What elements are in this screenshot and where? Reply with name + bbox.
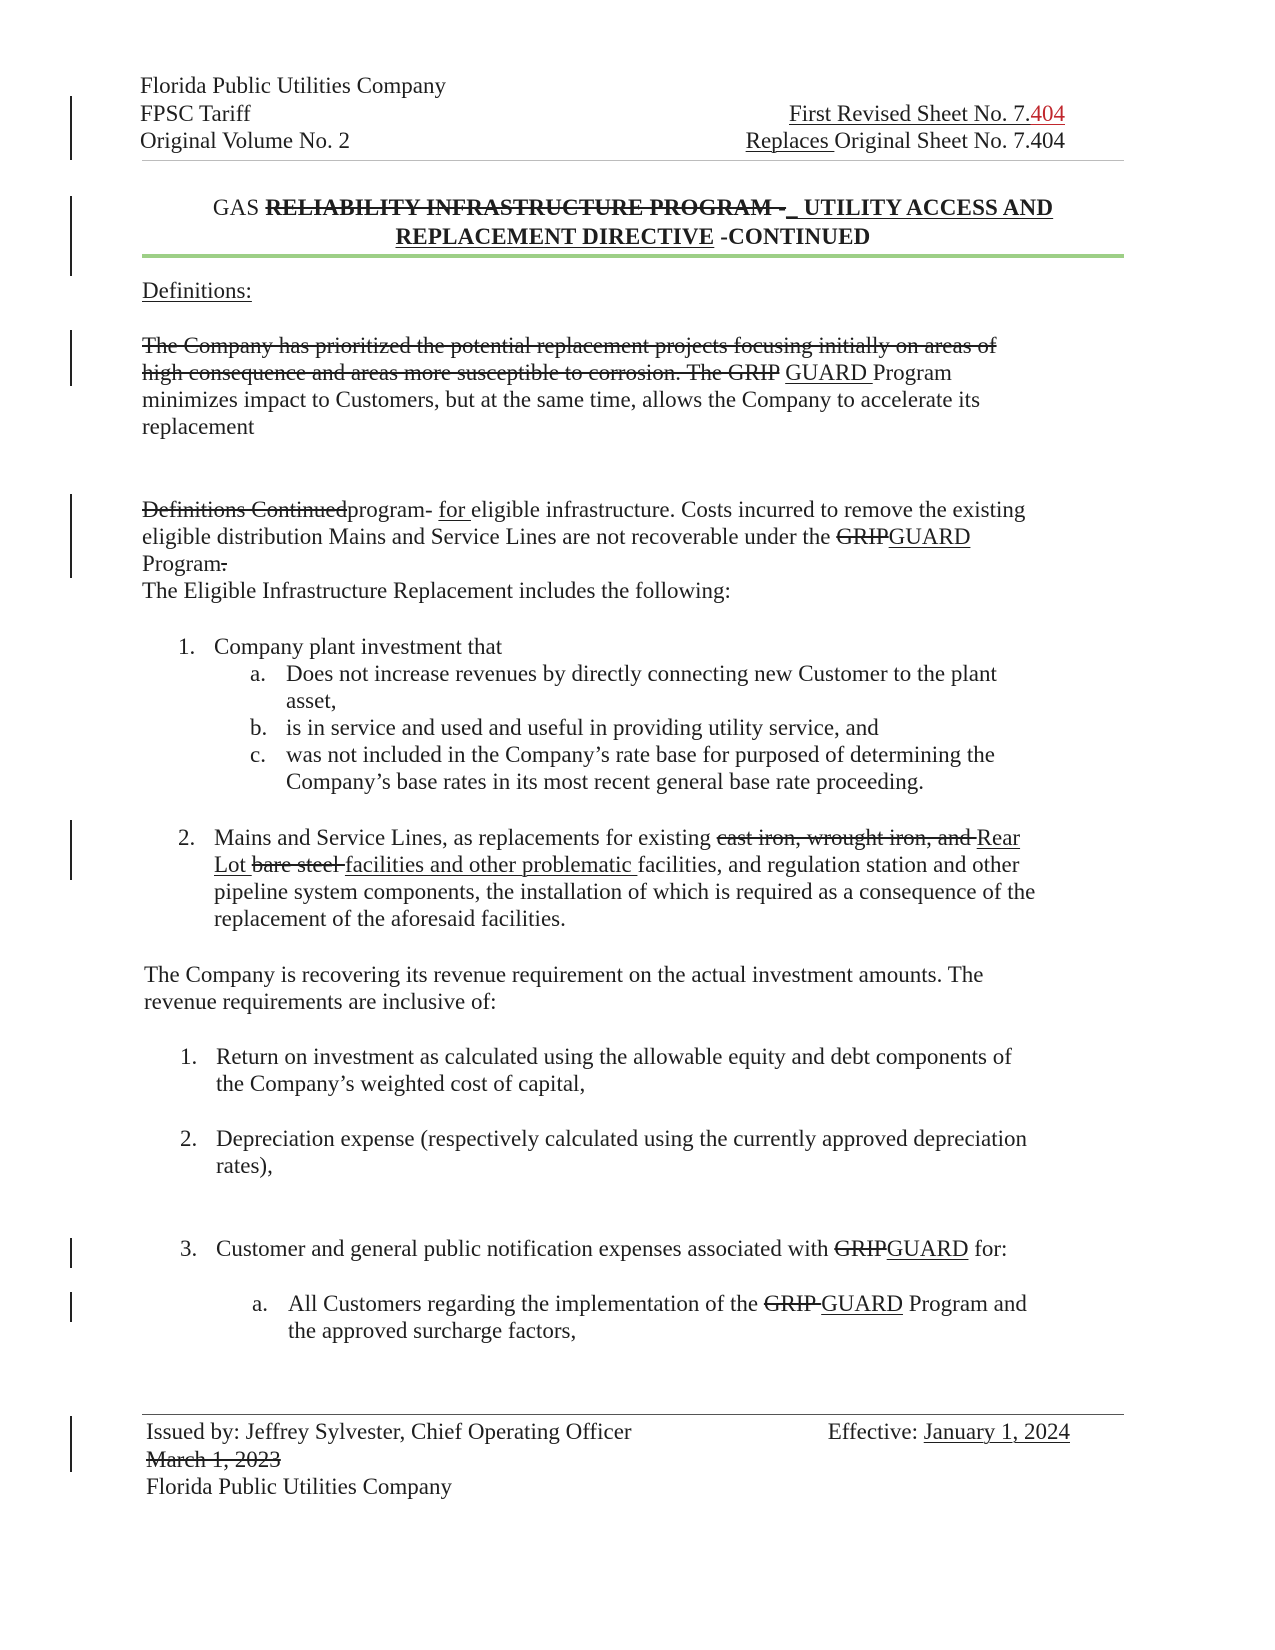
list1-marker-c: c. bbox=[250, 742, 266, 767]
section-title-line1 bbox=[142, 193, 1124, 223]
list2-item-a-line2: the approved surcharge factors, bbox=[288, 1318, 577, 1343]
list2-item-a-line1 bbox=[288, 1290, 1027, 1318]
list2-item-3-text: Customer and general public notification expenses associated with bbox=[216, 1236, 835, 1261]
para1-inserted-guard: GUARD bbox=[785, 360, 873, 385]
list2-item-a-inserted: GUARD bbox=[821, 1291, 903, 1316]
list2-item-2-line1: Depreciation expense (respectively calculated using the currently approved depreciation bbox=[216, 1126, 1028, 1151]
para1-line2 bbox=[142, 359, 952, 387]
list1-item-2-text-2: facilities, and regulation station and other bbox=[637, 852, 1020, 877]
title-divider bbox=[142, 254, 1124, 258]
list2-marker-2: 2. bbox=[180, 1126, 198, 1151]
list1-item-2-line1 bbox=[214, 824, 1020, 852]
para2-deleted-grip: GRIP bbox=[836, 524, 889, 549]
list2-item-a-deleted: GRIP bbox=[763, 1291, 822, 1316]
para2-inserted-guard: GUARD bbox=[888, 524, 971, 549]
list2-item-3-deleted: GRIP bbox=[834, 1236, 887, 1261]
revision-bar bbox=[70, 1238, 72, 1268]
list1-item-1: Company plant investment that bbox=[214, 634, 503, 659]
list1-item-2-text: Mains and Service Lines, as replacements for existing bbox=[214, 825, 717, 850]
list2-marker-1: 1. bbox=[180, 1044, 198, 1069]
para3-line1: The Company is recovering its revenue requirement on the actual investment amounts. The bbox=[144, 962, 984, 987]
footer-effective-label: Effective: bbox=[827, 1419, 924, 1444]
para2-line1 bbox=[142, 496, 1025, 524]
list1-item-2-line3: pipeline system components, the installation of which is required as a consequence of the bbox=[214, 879, 1036, 904]
para2-program: Program bbox=[142, 551, 222, 576]
header-divider bbox=[142, 160, 1124, 161]
title-gas: GAS bbox=[212, 195, 266, 220]
header-tariff: FPSC Tariff bbox=[140, 101, 251, 126]
para1-line4: replacement bbox=[142, 414, 255, 439]
list1-item-2-inserted-2: facilities and other problematic bbox=[344, 852, 638, 877]
footer-divider bbox=[142, 1414, 1124, 1415]
list2-item-3-inserted: GUARD bbox=[886, 1236, 969, 1261]
list1-item-c-line1: was not included in the Company’s rate base for purposed of determining the bbox=[286, 742, 995, 767]
list2-item-1-line1: Return on investment as calculated using the allowable equity and debt components of bbox=[216, 1044, 1012, 1069]
list1-marker-2: 2. bbox=[178, 825, 196, 850]
footer-issued-by: Issued by: Jeffrey Sylvester, Chief Operating Officer bbox=[146, 1419, 632, 1444]
para1-line3: minimizes impact to Customers, but at the same time, allows the Company to accelerate its bbox=[142, 387, 981, 412]
list1-marker-a: a. bbox=[250, 661, 266, 686]
revision-bar bbox=[70, 820, 72, 880]
footer-company: Florida Public Utilities Company bbox=[146, 1474, 453, 1499]
header-company: Florida Public Utilities Company bbox=[140, 73, 447, 98]
revision-bar bbox=[70, 1416, 72, 1472]
para1-program: Program bbox=[872, 360, 952, 385]
list1-item-2-deleted-1: cast iron, wrought iron, and bbox=[716, 825, 977, 850]
title-deleted: RELIABILITY INFRASTRUCTURE PROGRAM - bbox=[265, 195, 787, 220]
list2-item-2-line2: rates), bbox=[216, 1153, 273, 1178]
title-inserted-2: REPLACEMENT DIRECTIVE bbox=[395, 224, 715, 249]
para2-line3 bbox=[142, 550, 227, 578]
list1-item-2-line4: replacement of the aforesaid facilities. bbox=[214, 906, 566, 931]
para2-deleted-period: . bbox=[221, 551, 227, 576]
sheet-prefix: First Revised Sheet No. 7. bbox=[789, 101, 1031, 126]
sheet-number bbox=[789, 100, 1065, 128]
list2-marker-a: a. bbox=[252, 1291, 268, 1316]
para3-line2: revenue requirements are inclusive of: bbox=[144, 989, 497, 1014]
title-inserted-1: _ UTILITY ACCESS AND bbox=[786, 195, 1054, 220]
list1-item-2-deleted-2: bare steel bbox=[251, 852, 345, 877]
replaces-sheet bbox=[746, 127, 1065, 155]
footer-effective-date: January 1, 2024 bbox=[923, 1419, 1070, 1444]
list2-item-a-text-1: All Customers regarding the implementation of the bbox=[288, 1291, 764, 1316]
para2-inserted-for: for bbox=[438, 497, 471, 522]
para1-deleted-1: The Company has prioritized the potential replacement projects focusing initially on areas of bbox=[142, 333, 997, 358]
para2-text-1b: eligible infrastructure. Costs incurred to remove the existing bbox=[470, 497, 1026, 522]
section-title-line2 bbox=[142, 222, 1124, 252]
list2-marker-3: 3. bbox=[180, 1236, 198, 1261]
list1-item-a-line2: asset, bbox=[286, 688, 337, 713]
list2-item-a-text-2: Program and bbox=[902, 1291, 1027, 1316]
list1-item-b: is in service and used and useful in providing utility service, and bbox=[286, 715, 879, 740]
revision-bar bbox=[70, 1292, 72, 1322]
footer-old-date: March 1, 2023 bbox=[146, 1447, 281, 1472]
footer-effective bbox=[828, 1418, 1070, 1446]
list1-item-2-inserted-rear: Rear bbox=[976, 825, 1021, 850]
para2-text-2: eligible distribution Mains and Service Lines are not recoverable under the bbox=[142, 524, 837, 549]
para1-deleted-2: high consequence and areas more susceptible to corrosion. The GRIP bbox=[142, 360, 780, 385]
para2-line2 bbox=[142, 523, 970, 551]
list1-item-a-line1: Does not increase revenues by directly connecting new Customer to the plant bbox=[286, 661, 997, 686]
list2-item-3-end: for: bbox=[968, 1236, 1008, 1261]
list1-item-c-line2: Company’s base rates in its most recent general base rate proceeding. bbox=[286, 769, 925, 794]
revision-bar bbox=[70, 494, 72, 578]
para2-text-1a: program- bbox=[347, 497, 439, 522]
list1-marker-b: b. bbox=[250, 715, 268, 740]
header-volume: Original Volume No. 2 bbox=[140, 128, 350, 153]
revision-bar bbox=[70, 196, 72, 276]
para2-deleted-1: Definitions Continued bbox=[142, 497, 348, 522]
para2-line4: The Eligible Infrastructure Replacement includes the following: bbox=[142, 578, 731, 603]
replaces-inserted: Replaces bbox=[745, 128, 835, 153]
replaces-rest: Original Sheet No. 7.404 bbox=[834, 128, 1065, 153]
list2-item-3 bbox=[216, 1235, 1007, 1263]
list1-marker-1: 1. bbox=[178, 634, 196, 659]
revision-bar bbox=[70, 96, 72, 160]
para1-line1 bbox=[142, 332, 997, 360]
list1-item-2-line2 bbox=[214, 851, 1019, 879]
list1-item-2-inserted-lot: Lot bbox=[214, 852, 252, 877]
sheet-number-revised: 404 bbox=[1030, 101, 1065, 126]
list2-item-1-line2: the Company’s weighted cost of capital, bbox=[216, 1071, 586, 1096]
title-continued: -CONTINUED bbox=[714, 224, 871, 249]
definitions-heading: Definitions: bbox=[142, 278, 252, 303]
revision-bar bbox=[70, 330, 72, 386]
